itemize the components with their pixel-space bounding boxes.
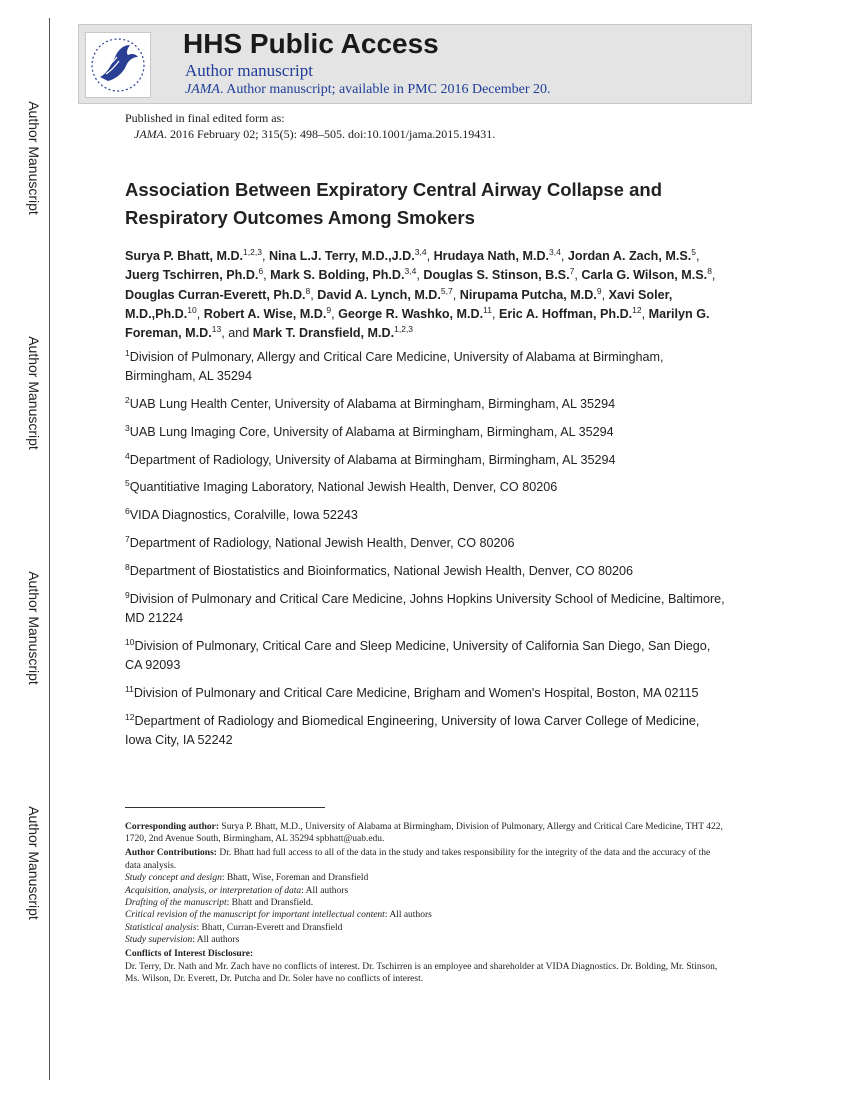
author-name: Xavi Soler, M.D.,Ph.D.	[125, 287, 673, 321]
affiliation-text: Department of Radiology and Biomedical Engineering, University of Iowa Carver College of Medicine, Iowa City, IA 52242	[125, 713, 700, 747]
footnote-rule	[125, 807, 325, 808]
author-name: George R. Washko, M.D.	[338, 306, 484, 321]
role-text: : All authors	[301, 885, 349, 896]
affiliation-number: 6	[125, 506, 130, 517]
author-separator: ,	[416, 268, 424, 283]
affiliation-number: 10	[125, 636, 135, 647]
affiliation-text: Department of Radiology, University of Alabama at Birmingham, Birmingham, AL 35294	[129, 452, 616, 467]
author-separator: ,	[196, 306, 204, 321]
author-affiliation-marker: 5	[691, 246, 697, 257]
banner-availability: JAMA. Author manuscript; available in PMC 2016 December 20.	[185, 82, 551, 97]
affiliation-number: 4	[125, 450, 130, 461]
author-separator: ,	[491, 306, 499, 321]
affiliation-text: Division of Pulmonary, Allergy and Critical Care Medicine, University of Alabama at Birmingham, Birmingham, AL 35294	[125, 350, 664, 384]
affiliation	[125, 451, 727, 470]
contribution-role	[125, 909, 725, 921]
article-title: Association Between Expiratory Central Airway Collapse and Respiratory Outcomes Among Smokers	[125, 179, 662, 228]
affiliation	[125, 348, 727, 387]
affiliation	[125, 712, 727, 751]
author-name: Mark T. Dransfield, M.D.	[252, 326, 395, 341]
conflicts-label: Conflicts of Interest Disclosure:	[125, 949, 254, 960]
author-affiliation-marker: 1,2,3	[394, 324, 414, 334]
author-affiliation-marker: 12	[632, 304, 642, 315]
author-affiliation-marker: 13	[211, 324, 222, 334]
affiliation	[125, 478, 727, 497]
role-label: Study supervision	[125, 935, 193, 946]
author-affiliation-marker: 3,4	[404, 266, 417, 277]
affiliation	[125, 684, 727, 703]
author-separator: ,	[426, 249, 434, 263]
affiliation	[125, 534, 727, 553]
role-text: : Bhatt and Dransfield.	[226, 898, 314, 909]
affiliation-number: 3	[125, 422, 130, 433]
affiliation-text: Quantitiative Imaging Laboratory, National Jewish Health, Denver, CO 80206	[129, 480, 558, 495]
published-in: Published in final edited form as: JAMA. 2016 February 02; 315(5): 498–505. doi:10.1001/jama.2015.19431.	[125, 111, 496, 141]
affiliation-text: Department of Biostatistics and Bioinformatics, National Jewish Health, Denver, CO 80206	[129, 563, 634, 578]
affiliation-number: 2	[125, 394, 130, 405]
affiliation-text: VIDA Diagnostics, Coralville, Iowa 52243	[129, 508, 358, 523]
affiliation-number: 5	[125, 478, 130, 489]
citation: JAMA. 2016 February 02; 315(5): 498–505. doi:10.1001/jama.2015.19431.	[134, 127, 496, 141]
author-separator: ,	[711, 268, 716, 283]
affiliation-number: 8	[125, 561, 130, 572]
author-affiliation-marker: 5,7	[440, 285, 453, 296]
corresponding-author: Corresponding author: Surya P. Bhatt, M.D., University of Alabama at Birmingham, Division of Pulmonary, Allergy and Critical Care Medicine, THT 422, 1720, 2nd Avenue South, Birmingham, AL 35294 spbhatt@uab.edu.	[125, 822, 723, 845]
affiliation-list	[125, 348, 727, 759]
contribution-role	[125, 872, 725, 884]
role-label: Critical revision of the manuscript for important intellectual content	[125, 910, 385, 921]
author-separator: ,	[452, 287, 460, 302]
contribution-role	[125, 934, 725, 946]
author-name: Douglas S. Stinson, B.S.	[423, 268, 570, 283]
affiliation-text: Division of Pulmonary and Critical Care Medicine, Johns Hopkins University School of Medicine, Baltimore, MD 21224	[125, 591, 725, 625]
footnotes	[125, 821, 725, 985]
journal-name: JAMA	[185, 82, 220, 97]
role-text: : Bhatt, Curran-Everett and Dransfield	[196, 922, 343, 933]
author-name: Hrudaya Nath, M.D.	[433, 249, 550, 263]
hhs-eagle-logo-icon	[85, 32, 151, 98]
author-name: Marilyn G. Foreman, M.D.	[125, 306, 710, 341]
role-label: Acquisition, analysis, or interpretation of data	[125, 885, 302, 896]
affiliation-number: 1	[125, 347, 130, 358]
affiliation-text: Division of Pulmonary and Critical Care Medicine, Brigham and Women's Hospital, Boston, MA 02115	[133, 685, 699, 700]
author-affiliation-marker: 3,4	[414, 246, 427, 257]
author-separator: ,	[574, 268, 582, 283]
author-name: Douglas Curran-Everett, Ph.D.	[125, 287, 306, 302]
side-label-4: Author Manuscript	[26, 806, 42, 920]
author-affiliation-marker: 6	[258, 266, 264, 277]
role-label: Statistical analysis	[125, 922, 197, 933]
conflicts-text: Dr. Terry, Dr. Nath and Mr. Zach have no conflicts of interest. Dr. Tschirren is an employee and shareholder at VIDA Diagnostics. Dr. Bolding, Mr. Stinson, Ms. Wilson, Dr. Everett, Dr. Putcha and Dr. Soler have no conflicts of interest.	[125, 961, 718, 985]
author-affiliation-marker: 1,2,3	[243, 246, 262, 257]
author-name: Surya P. Bhatt, M.D.	[125, 249, 244, 263]
affiliation	[125, 395, 727, 414]
author-separator: ,	[601, 287, 609, 302]
role-text: : Bhatt, Wise, Foreman and Dransfield	[221, 873, 369, 884]
banner-subtitle: Author manuscript	[185, 61, 313, 80]
contribution-roles	[125, 872, 725, 946]
side-label-2: Author Manuscript	[26, 336, 42, 450]
author-affiliation-marker: 7	[569, 266, 575, 277]
contribution-role	[125, 897, 725, 909]
contribution-role	[125, 885, 725, 897]
side-label-1: Author Manuscript	[26, 101, 42, 215]
author-affiliation-marker: 8	[305, 285, 311, 296]
author-affiliation-marker: 10	[187, 304, 197, 315]
role-label: Drafting of the manuscript	[125, 898, 227, 909]
affiliation-number: 7	[125, 533, 130, 544]
affiliation	[125, 562, 727, 581]
affiliation-number: 12	[125, 711, 135, 722]
author-name: David A. Lynch, M.D.	[317, 287, 441, 302]
side-label-3: Author Manuscript	[26, 571, 42, 685]
author-separator: ,	[331, 306, 339, 321]
author-name: Nirupama Putcha, M.D.	[459, 287, 597, 302]
author-separator: ,	[641, 306, 649, 321]
hhs-banner	[78, 24, 752, 104]
affiliation-number: 11	[125, 683, 134, 694]
author-separator: ,	[263, 268, 271, 283]
affiliation	[125, 637, 727, 676]
author-name: Jordan A. Zach, M.S.	[567, 249, 692, 263]
affiliation-text: Division of Pulmonary, Critical Care and Sleep Medicine, University of California San Diego, San Diego, CA 92093	[125, 638, 711, 673]
author-contributions: Author Contributions: Dr. Bhatt had full access to all of the data in the study and takes responsibility for the integrity of the data and the accuracy of the data analysis.	[125, 848, 711, 871]
affiliation-text: UAB Lung Health Center, University of Alabama at Birmingham, Birmingham, AL 35294	[129, 397, 616, 412]
author-name: Nina L.J. Terry, M.D.,J.D.	[268, 249, 415, 263]
role-text: : All authors	[384, 910, 432, 921]
author-separator: ,	[696, 249, 700, 263]
affiliation-text: Department of Radiology, National Jewish Health, Denver, CO 80206	[129, 536, 515, 551]
author-affiliation-marker: 8	[707, 266, 712, 277]
author-name: Carla G. Wilson, M.S.	[581, 268, 708, 283]
author-name: Mark S. Bolding, Ph.D.	[270, 268, 405, 283]
author-name: Juerg Tschirren, Ph.D.	[125, 268, 259, 283]
author-separator: ,	[310, 287, 318, 302]
affiliation	[125, 506, 727, 525]
role-text: : All authors	[192, 935, 240, 946]
author-separator: ,	[560, 249, 568, 263]
author-affiliation-marker: 9	[326, 304, 332, 315]
author-affiliation-marker: 11	[483, 304, 492, 315]
contribution-role	[125, 922, 725, 934]
role-label: Study concept and design	[125, 873, 222, 884]
affiliation-number: 9	[125, 589, 130, 600]
author-separator: ,	[261, 249, 269, 263]
author-list	[125, 247, 727, 343]
affiliation	[125, 590, 727, 629]
author-affiliation-marker: 3,4	[549, 246, 561, 257]
author-name: Eric A. Hoffman, Ph.D.	[498, 306, 633, 321]
author-separator: , and	[221, 326, 253, 341]
margin-rule	[49, 18, 50, 1080]
author-affiliation-marker: 9	[596, 285, 602, 296]
author-name: Robert A. Wise, M.D.	[203, 306, 327, 321]
affiliation-text: UAB Lung Imaging Core, University of Alabama at Birmingham, Birmingham, AL 35294	[129, 424, 614, 439]
affiliation	[125, 423, 727, 442]
banner-title: HHS Public Access	[183, 28, 439, 59]
